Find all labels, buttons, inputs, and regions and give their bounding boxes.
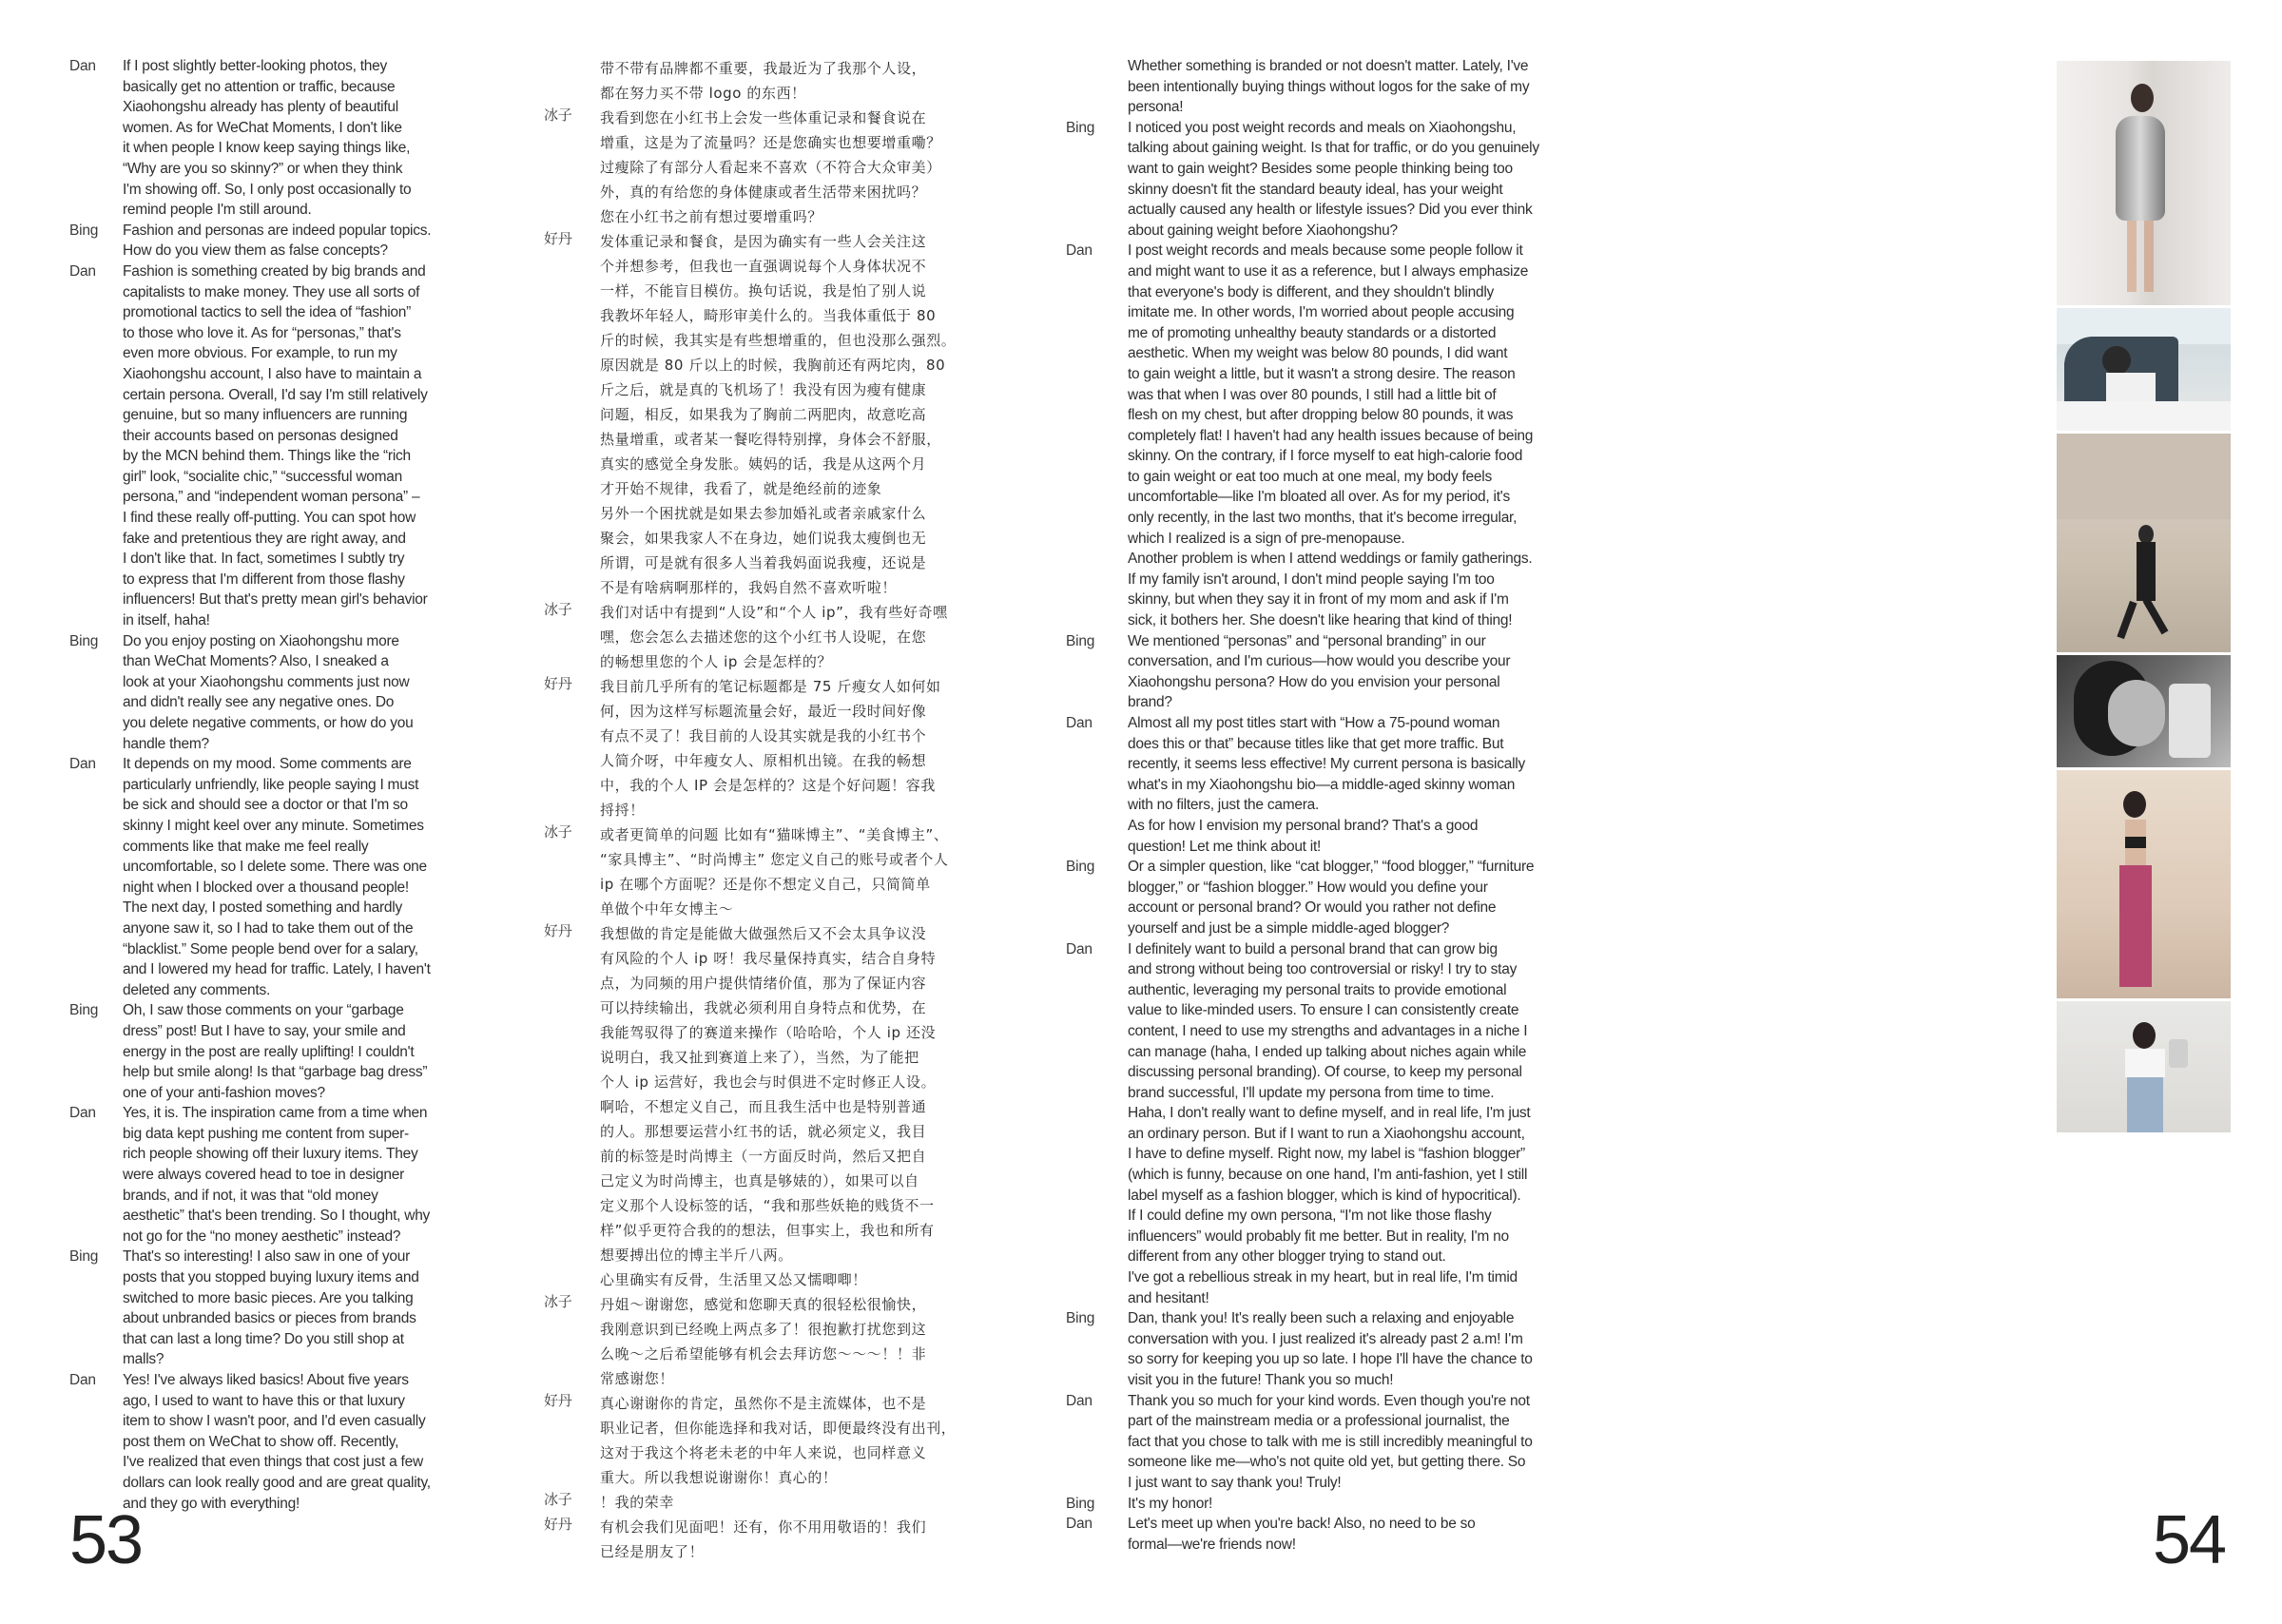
dialogue-turn bbox=[544, 229, 995, 600]
dialogue-text: ！我的荣幸 bbox=[600, 1494, 675, 1511]
dialogue-turn bbox=[1066, 1494, 1598, 1515]
dialogue-text: Fashion is something created by big brands and capitalists to make money. They use all sorts of promotional tactics to sell the idea of “fashion” to those who love it. As for “personas,” that's even more obvious. For example, to run my Xiaohongshu account, I also have to maintain a certain persona. Overall, I'd say I'm still relatively genuine, but so many influencers are running their accounts based on personas designed by the MCN behind them. Things like the “rich girl” look, “socialite chic,” “successful woman persona,” and “independent woman persona” – I find these really off-putting. You can spot how fake and pretentious they are right away, and I don't like that. In fact, sometimes I subtly try to express that I'm different from those flashy influencers! But that's pretty mean girl's behavior in itself, haha! bbox=[123, 262, 428, 629]
speaker-name: Dan bbox=[1066, 242, 1093, 260]
speaker-name: 好丹 bbox=[544, 675, 572, 692]
dialogue-turn bbox=[69, 1247, 474, 1370]
dialogue-turn bbox=[69, 1103, 474, 1247]
dialogue-turn bbox=[544, 600, 995, 674]
speaker-name: Bing bbox=[69, 632, 99, 649]
dialogue-turn bbox=[1066, 56, 1598, 118]
photo-foil-dress bbox=[2057, 61, 2231, 305]
dialogue-text: 带不带有品牌都不重要，我最近为了我那个人设， 都在努力买不带 logo 的东西！ bbox=[600, 60, 927, 102]
dialogue-text: 我目前几乎所有的笔记标题都是 75 斤瘦女人如何如 何，因为这样写标题流量会好，最近一段时间好像 有点不灵了！我目前的人设其实就是我的小红书个 人简介呀，中年瘦女人、原相机出镜。在我的畅想 中，我的个人 IP 会是怎样的？这是个好问题！容我 捋捋！ bbox=[600, 678, 941, 819]
speaker-name: Bing bbox=[69, 222, 99, 239]
photo-pink-pants bbox=[2057, 770, 2231, 998]
speaker-name: 冰子 bbox=[544, 106, 572, 124]
dialogue-text: 我看到您在小红书上会发一些体重记录和餐食说在 增重，这是为了流量吗？还是您确实也想要增重嘞？ 过瘦除了有部分人看起来不喜欢（不符合大众审美） 外，真的有给您的身体健康或者生活带来困扰吗？ 您在小红书之前有想过要增重吗？ bbox=[600, 109, 941, 225]
page-number-right: 54 bbox=[2153, 1502, 2226, 1578]
dialogue-text: That's so interesting! I also saw in one of your posts that you stopped buying luxury items and switched to more basic pieces. Are you talking about unbranded basics or pieces from brands that can last a long time? Do you still shop at malls? bbox=[123, 1248, 419, 1368]
dialogue-turn bbox=[69, 221, 474, 261]
dialogue-turn bbox=[1066, 631, 1598, 713]
speaker-name: Dan bbox=[1066, 940, 1093, 957]
dialogue-text: Yes, it is. The inspiration came from a time when big data kept pushing me content from super- rich people showing off their luxury items. They were always covered head to toe in designer brands, and if not, it was that “old money aesthetic” that's been trending. So I thought, why not go for the “no money aesthetic” instead? bbox=[123, 1105, 431, 1245]
speaker-name: 好丹 bbox=[544, 922, 572, 939]
speaker-name: Dan bbox=[69, 58, 96, 74]
dialogue-turn bbox=[69, 754, 474, 1000]
speaker-name: 冰子 bbox=[544, 823, 572, 841]
photo-mirror-selfie bbox=[2057, 1001, 2231, 1132]
dialogue-text: Let's meet up when you're back! Also, no need to be so formal—we're friends now! bbox=[1128, 1516, 1476, 1553]
speaker-name: Bing bbox=[1066, 1495, 1095, 1512]
speaker-name: Dan bbox=[69, 1105, 96, 1122]
dialogue-turn bbox=[544, 1490, 995, 1515]
dialogue-text: Yes! I've always liked basics! About five years ago, I used to want to have this or that luxury item to show I wasn't poor, and I'd even casually post them on WeChat to show off. Recently, I've realized that even things that cost just a few dollars can look really good and are great quality, and they go with everything! bbox=[123, 1372, 431, 1512]
dialogue-text: 真心谢谢你的肯定，虽然你不是主流媒体，也不是 职业记者，但你能选择和我对话，即便最终没有出刊， 这对于我这个将老未老的中年人来说，也同样意义 重大。所以我想说谢谢你！真心的！ bbox=[600, 1395, 957, 1486]
dialogue-turn bbox=[1066, 857, 1598, 938]
dialogue-text: Fashion and personas are indeed popular topics. How do you view them as false concepts? bbox=[123, 222, 432, 260]
speaker-name: Dan bbox=[1066, 715, 1093, 731]
dialogue-text: Dan, thank you! It's really been such a relaxing and enjoyable conversation with you. I just realized it's already past 2 a.m! I'm so sorry for keeping you up so late. I hope I'll have the chance to visit you in the future! Thank you so much! bbox=[1128, 1310, 1533, 1388]
dialogue-turn bbox=[544, 822, 995, 921]
chinese-interview-column bbox=[544, 56, 995, 1564]
dialogue-text: We mentioned “personas” and “personal branding” in our conversation, and I'm curious—how would you describe your Xiaohongshu persona? How do you envision your personal brand? bbox=[1128, 632, 1511, 711]
dialogue-text: I noticed you post weight records and meals on Xiaohongshu, talking about gaining weight. Is that for traffic, or do you genuinely want to gain weight? Besides some people thinking being too skinny doesn't fit the standard beauty ideal, has your weight actually caused any health or lifestyle issues? Did you ever think about gaining weight before Xiaohongshu? bbox=[1128, 119, 1539, 239]
speaker-name: 好丹 bbox=[544, 1516, 572, 1533]
dialogue-turn bbox=[69, 56, 474, 221]
photo-strip bbox=[2057, 61, 2231, 1132]
dialogue-turn bbox=[69, 1000, 474, 1103]
speaker-name: Bing bbox=[1066, 859, 1095, 876]
dialogue-text: I post weight records and meals because some people follow it and might want to use it as a reference, but I always emphasize that everyone's body is different, and they shouldn't blindly imitate me. In other words, I'm worried about people accusing me of promoting unhealthy beauty standards or a distorted aesthetic. When my weight was below 80 pounds, I did want to gain weight a little, but it wasn't a strong desire. The reason was that when I was over 80 pounds, I still had a little bit of flesh on my chest, but after dropping below 80 pounds, it was completely flat! I haven't had any health issues because of being skinny. On the contrary, if I force myself to eat high-calorie food to gain weight or eat too much at one meal, my body feels uncomfortable—like I'm bloated all over. As for my period, it's only recently, in the last two months, that it's become irregular, which I realized is a sign of pre-menopause. Another problem is when I attend weddings or family gatherings. If my family isn't around, I don't mind people saying I'm too skinny, but when they say it in front of my mom and ask if I'm sick, it bothers her. She doesn't like hearing that kind of thing! bbox=[1128, 242, 1534, 629]
speaker-name: Dan bbox=[69, 1372, 96, 1388]
dialogue-turn bbox=[544, 1391, 995, 1490]
speaker-name: Dan bbox=[69, 756, 96, 773]
dialogue-turn bbox=[1066, 1391, 1598, 1494]
dialogue-turn bbox=[544, 1292, 995, 1391]
dialogue-turn bbox=[544, 56, 995, 106]
photo-selfie-bw bbox=[2057, 655, 2231, 767]
dialogue-text: Almost all my post titles start with “How a 75-pound woman does this or that” because titles like that get more traffic. But recently, it seems less effective! My current persona is basically what's in my Xiaohongshu bio—a middle-aged skinny woman with no filters, just the camera. As for how I envision my personal brand? That's a good question! Let me think about it! bbox=[1128, 715, 1525, 855]
dialogue-turn bbox=[544, 1515, 995, 1564]
dialogue-turn bbox=[544, 921, 995, 1292]
dialogue-text: 有机会我们见面吧！还有，你不用用敬语的！我们 已经是朋友了！ bbox=[600, 1518, 927, 1560]
dialogue-text: 我想做的肯定是能做大做强然后又不会太具争议没 有风险的个人 ip 呀！我尽量保持真实，结合自身特 点，为同频的用户提供情绪价值，那为了保证内容 可以持续输出，我就必须利用自身特点和优势，在 我能驾驭得了的赛道来操作（哈哈哈，个人 ip 还没 说明白，我又扯到赛道上来了），当然，为了能把 个人 ip 运营好，我也会与时俱进不定时修正人设。 啊哈，不想定义自己，而且我生活中也是特别普通 的人。那想要运营小红书的话，就必须定义，我目 前的标签是时尚博主（一方面反时尚，然后又把自 己定义为时尚博主，也真是够婊的），如果可以自 定义那个人设标签的话，“我和那些妖艳的贱货不一 样”似乎更符合我的的想法，但事实上，我也和所有 想要搏出位的博主半斤八两。 心里确实有反骨，生活里又怂又懦唧唧！ bbox=[600, 925, 937, 1288]
speaker-name: 冰子 bbox=[544, 601, 572, 618]
speaker-name bbox=[544, 56, 600, 106]
dialogue-turn bbox=[1066, 118, 1598, 242]
speaker-name: Dan bbox=[1066, 1516, 1093, 1533]
dialogue-text: 或者更简单的问题 比如有“猫咪博主”、“美食博主”、 “家具博主”、“时尚博主” 您定义自己的账号或者个人 ip 在哪个方面呢？还是你不想定义自己，只简简单 单做个中年女博主～ bbox=[600, 826, 949, 918]
speaker-name: Dan bbox=[1066, 1392, 1093, 1409]
dialogue-text: Thank you so much for your kind words. Even though you're not part of the mainstream media or a professional journalist, the fact that you chose to talk with me is still incredibly meaningful to someone like me—who's not quite old yet, but getting there. So I just want to say thank you! Truly! bbox=[1128, 1392, 1533, 1491]
dialogue-text: Do you enjoy posting on Xiaohongshu more than WeChat Moments? Also, I sneaked a look at your Xiaohongshu comments just now and didn't really see any negative ones. Do you delete negative comments, or how do you handle them? bbox=[123, 632, 414, 752]
dialogue-text: It's my honor! bbox=[1128, 1495, 1213, 1512]
speaker-name: 冰子 bbox=[544, 1491, 572, 1508]
dialogue-text: If I post slightly better-looking photos, they basically get no attention or traffic, because Xiaohongshu already has plenty of beautiful women. As for WeChat Moments, I don't like it when people I know keep saying things like, “Why are you so skinny?” or when they think I'm showing off. So, I only post occasionally to remind people I'm still around. bbox=[123, 58, 412, 219]
dialogue-turn bbox=[544, 106, 995, 229]
dialogue-text: Or a simpler question, like “cat blogger,” “food blogger,” “furniture blogger,” or “fashion blogger.” How would you define your account or personal brand? Or would you rather not define yourself and just be a simple middle-aged blogger? bbox=[1128, 859, 1535, 937]
dialogue-text: It depends on my mood. Some comments are particularly unfriendly, like people saying I must be sick and should see a doctor or that I'm so skinny I might keel over any minute. Sometimes comments like that make me feel really uncomfortable, so I delete some. There was one night when I blocked over a thousand people! The next day, I posted something and hardly anyone saw it, so I had to take them out of the “blacklist.” Some people bend over for a salary, and I lowered my head for traffic. Lately, I haven't deleted any comments. bbox=[123, 756, 431, 998]
dialogue-turn bbox=[544, 674, 995, 822]
dialogue-text: 丹姐～谢谢您，感觉和您聊天真的很轻松很愉快， 我刚意识到已经晚上两点多了！很抱歉打扰您到这 么晚～之后希望能够有机会去拜访您～～～！！非 常感谢您！ bbox=[600, 1296, 927, 1387]
speaker-name: 好丹 bbox=[544, 1392, 572, 1409]
dialogue-text: I definitely want to build a personal brand that can grow big and strong without being too controversial or risky! I try to stay authentic, leveraging my personal traits to provide emotional value to like-minded users. To ensure I can consistently create content, I need to use my strengths and advantages in a niche I can manage (haha, I ended up talking about niches again while discussing personal branding). Of course, to keep my personal brand successful, I'll update my persona from time to time. Haha, I don't really want to define myself, and in real life, I'm just an ordinary person. But if I want to run a Xiaohongshu account, I have to define myself. Right now, my label is “fashion blogger” (which is funny, because on one hand, I'm anti-fashion, yet I still label myself as a fashion blogger, which is kind of hypocritical). If I could define my own persona, “I'm not like those flashy influencers” would probably fit me better. But in reality, I'm no different from any other blogger trying to stand out. I've got a rebellious streak in my heart, but in real life, I'm timid and hesitant! bbox=[1128, 940, 1531, 1306]
dialogue-turn bbox=[1066, 1514, 1598, 1555]
speaker-name bbox=[1066, 56, 1128, 118]
speaker-name: 好丹 bbox=[544, 230, 572, 247]
right-page-interview-column bbox=[1066, 56, 1598, 1555]
dialogue-turn bbox=[1066, 1308, 1598, 1390]
photo-car-window bbox=[2057, 308, 2231, 431]
speaker-name: Bing bbox=[69, 1002, 99, 1019]
dialogue-turn bbox=[1066, 939, 1598, 1309]
page-number-left: 53 bbox=[69, 1502, 143, 1578]
speaker-name: Bing bbox=[1066, 1310, 1095, 1327]
speaker-name: 冰子 bbox=[544, 1293, 572, 1310]
dialogue-turn bbox=[69, 1370, 474, 1514]
dialogue-turn bbox=[69, 631, 474, 755]
left-page-interview-column bbox=[69, 56, 474, 1514]
dialogue-text: Oh, I saw those comments on your “garbage dress” post! But I have to say, your smile and energy in the post are really uplifting! I couldn't help but smile along! Is that “garbage bag dress” one of your anti-fashion moves? bbox=[123, 1002, 428, 1101]
dialogue-text: 发体重记录和餐食，是因为确实有一些人会关注这 个并想参考，但我也一直强调说每个人身体状况不 一样，不能盲目模仿。换句话说，我是怕了别人说 我教坏年轻人，畸形审美什么的。当我体重低于 80 斤的时候，我其实是有些想增重的，但也没那么强烈。 原因就是 80 斤以上的时候，我胸前还有两坨肉，80 斤之后，就是真的飞机场了！我没有因为瘦有健康 问题，相反，如果我为了胸前二两肥肉，故意吃高 热量增重，或者某一餐吃得特别撑，身体会不舒服， 真实的感觉全身发胀。姨妈的话，我是从这两个月 才开始不规律，我看了，就是绝经前的迹象 另外一个困扰就是如果去参加婚礼或者亲戚家什么 聚会，如果我家人不在身边，她们说我太瘦倒也无 所谓，可是就有很多人当着我妈面说我瘦，还说是 不是有啥病啊那样的，我妈自然不喜欢听啦！ bbox=[600, 233, 957, 596]
speaker-name: Dan bbox=[69, 262, 96, 280]
speaker-name: Bing bbox=[1066, 119, 1095, 136]
dialogue-text: 我们对话中有提到“人设”和“个人 ip”，我有些好奇嘿 嘿，您会怎么去描述您的这个小红书人设呢，在您 的畅想里您的个人 ip 会是怎样的？ bbox=[600, 604, 948, 670]
dialogue-turn bbox=[69, 261, 474, 631]
dialogue-turn bbox=[1066, 713, 1598, 857]
dialogue-text: Whether something is branded or not doesn't matter. Lately, I've been intentionally buying things without logos for the sake of my persona! bbox=[1128, 58, 1530, 116]
photo-jumping bbox=[2057, 434, 2231, 652]
speaker-name: Bing bbox=[1066, 632, 1095, 649]
dialogue-turn bbox=[1066, 241, 1598, 630]
speaker-name: Bing bbox=[69, 1248, 99, 1266]
